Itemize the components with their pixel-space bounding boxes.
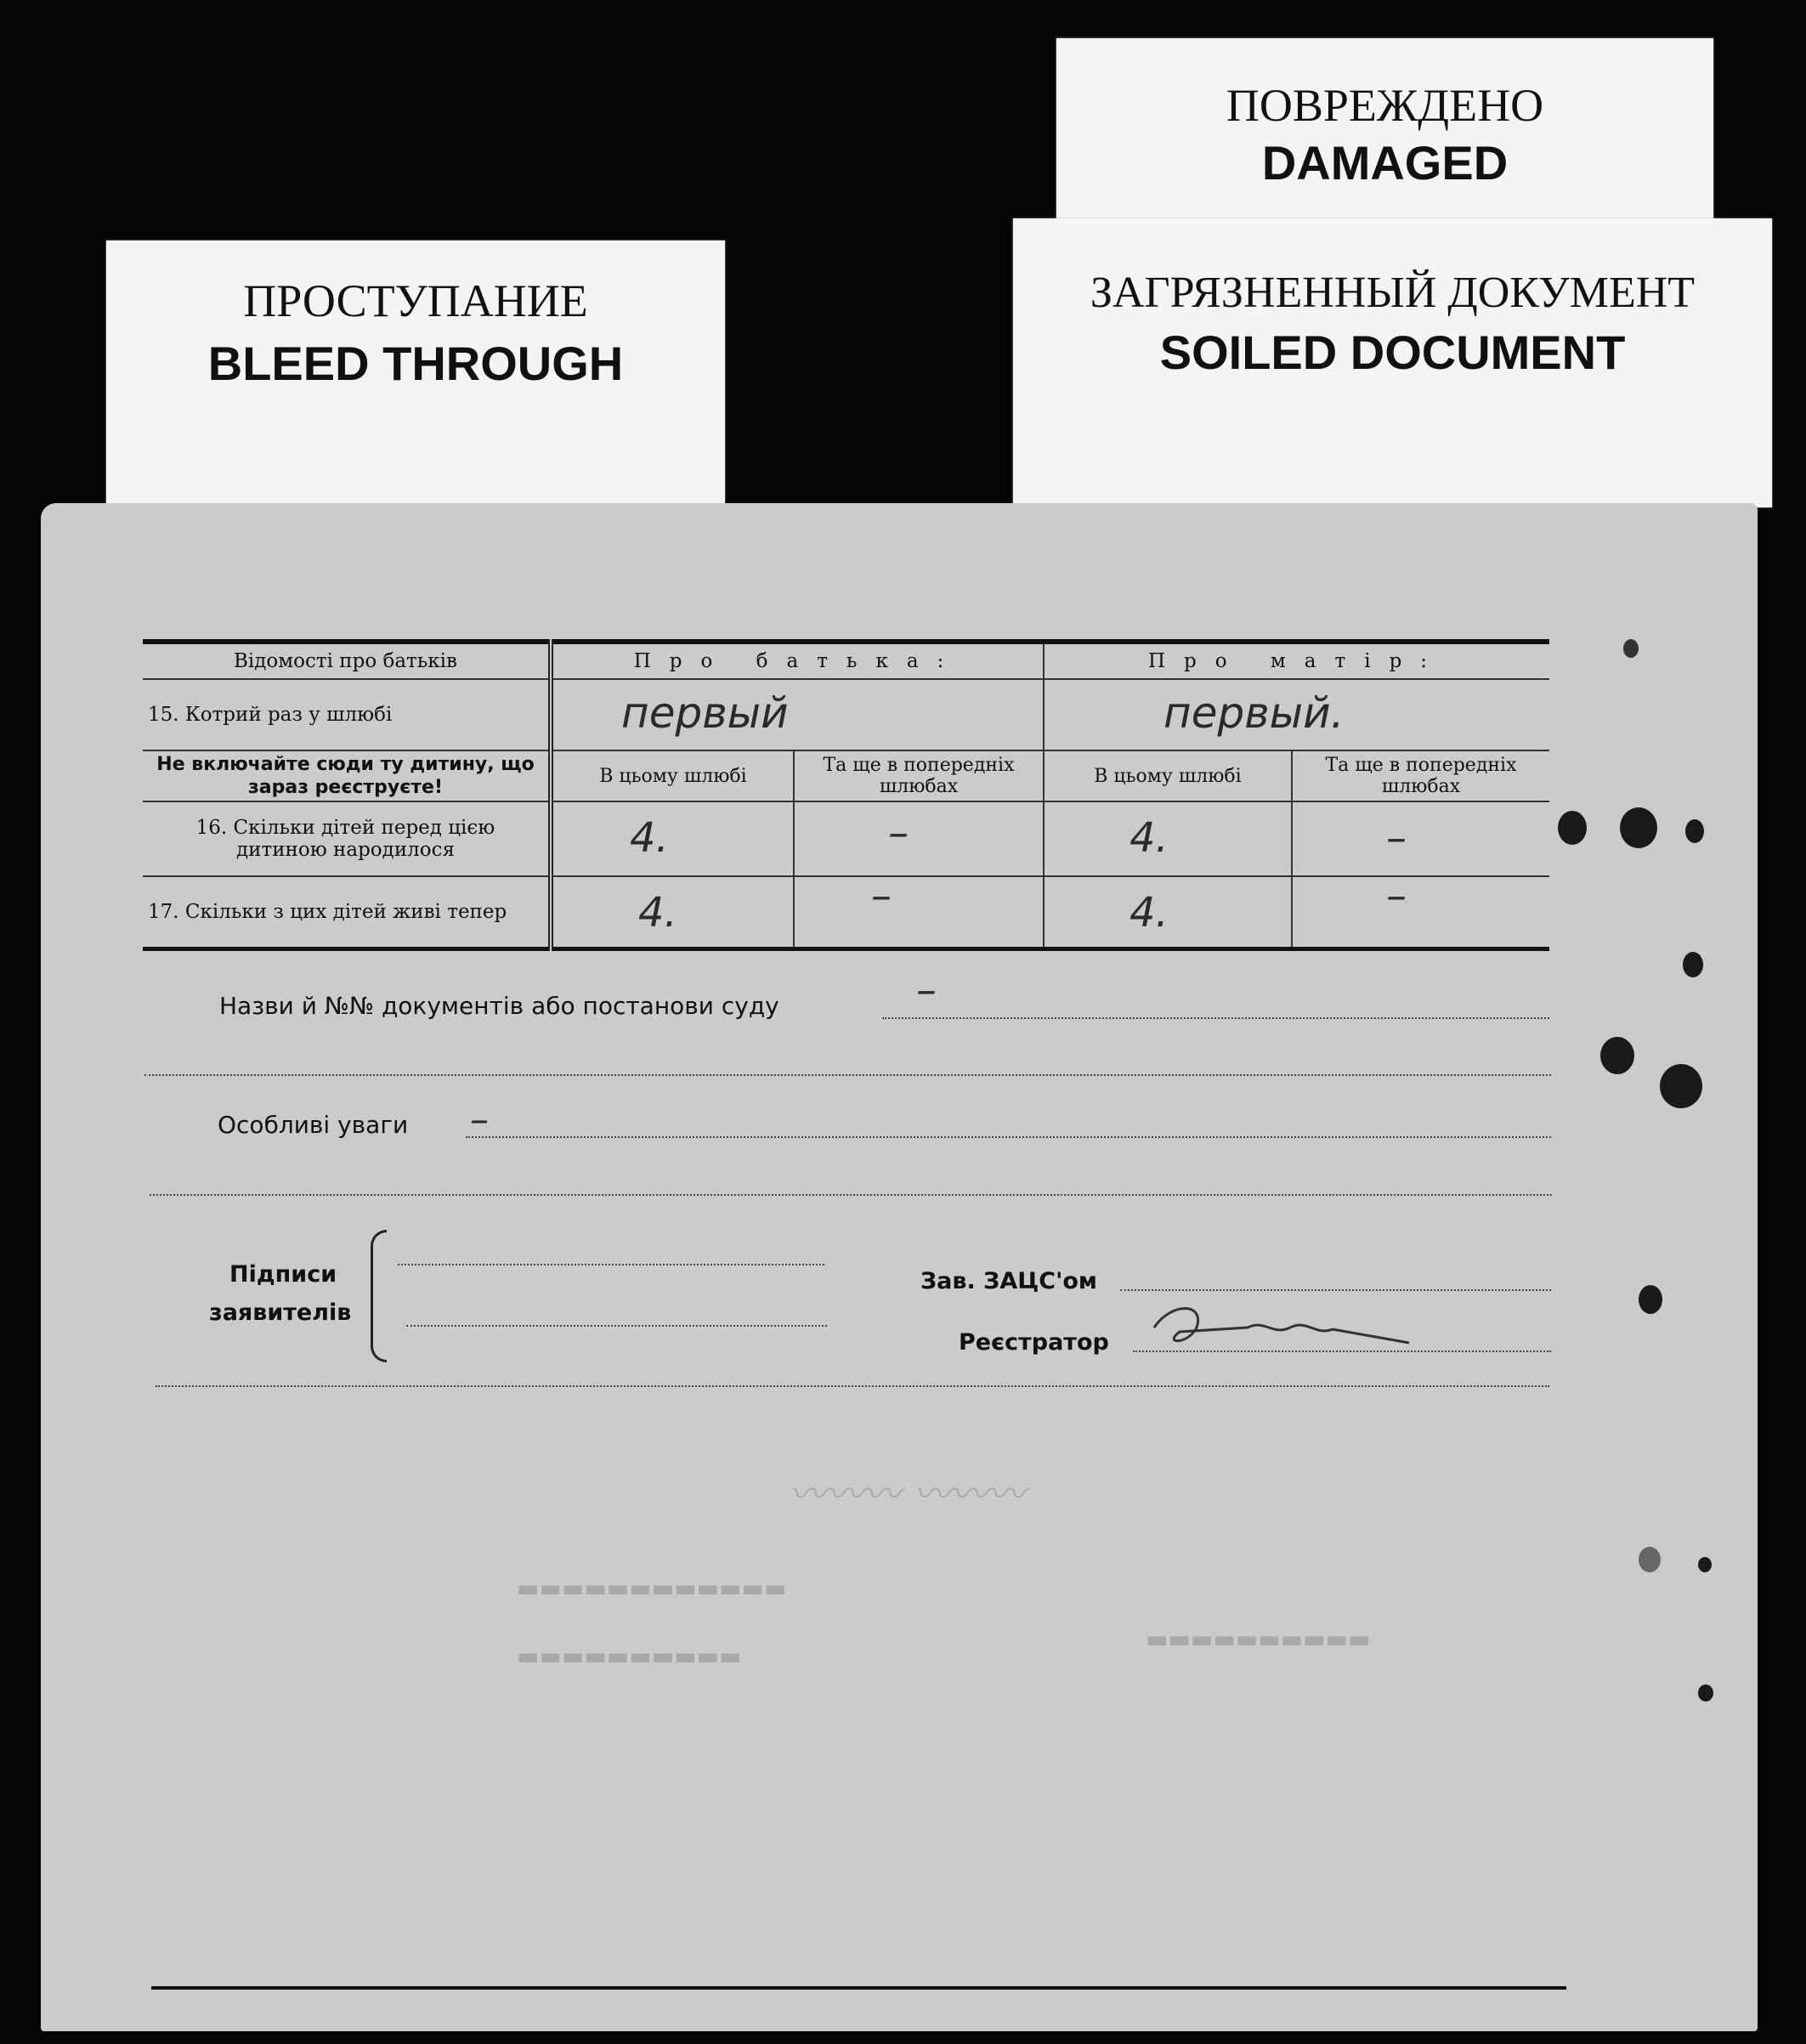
punch-hole	[1660, 1064, 1702, 1108]
applicants-signature-label-1: Підписи	[229, 1261, 337, 1288]
documents-line-2	[144, 1074, 1551, 1076]
signature-brace	[371, 1230, 387, 1362]
parents-info-table	[143, 639, 1549, 951]
documents-value: –	[916, 966, 937, 1014]
punch-hole	[1558, 811, 1587, 845]
note-label: Не включайте сюди ту дитину, що зараз реєструєте!	[143, 750, 551, 801]
header-father: Про батька:	[551, 642, 1044, 679]
row15-label: 15. Котрий раз у шлюбі	[143, 679, 551, 750]
bleed-through-mark: ▬▬▬▬▬▬▬▬▬▬	[517, 1642, 742, 1670]
row16-mother-this: 4.	[1044, 801, 1292, 876]
bleed-through-tag	[106, 241, 725, 521]
father-col-this: В цьому шлюбі	[551, 750, 794, 801]
row17-mother-prev: –	[1292, 876, 1549, 949]
document-sheet	[41, 503, 1758, 2031]
bleed-tag-en: BLEED THROUGH	[207, 337, 624, 390]
bleed-tag-ru: ПРОСТУПАНИЕ	[243, 275, 588, 326]
row16-father-prev: –	[794, 801, 1044, 876]
bleed-through-mark: 〰〰〰 〰〰〰	[789, 1473, 1025, 1516]
row15-father-value: первый	[621, 688, 789, 738]
header-mother: Про матір:	[1044, 642, 1549, 679]
applicant-signature-line-2	[406, 1325, 827, 1327]
header-label: Відомості про батьків	[143, 642, 551, 679]
remarks-value: –	[470, 1098, 489, 1141]
separator-line	[156, 1385, 1549, 1387]
row15-father-cell	[551, 679, 1044, 750]
bleed-through-mark: ▬▬▬▬▬▬▬▬▬▬	[1146, 1625, 1371, 1653]
remarks-line-2	[150, 1194, 1552, 1196]
applicants-signature-label-2: заявителів	[209, 1299, 352, 1326]
row17-father-prev: –	[794, 876, 1044, 949]
row15-mother-value: первый.	[1163, 688, 1345, 738]
row17-mother-this: 4.	[1044, 876, 1292, 949]
punch-hole	[1639, 1547, 1661, 1572]
punch-hole	[1623, 639, 1639, 658]
soiled-tag-ru: ЗАГРЯЗНЕННЫЙ ДОКУМЕНТ	[1090, 269, 1696, 317]
documents-label: Назви й №№ документів або постанови суду	[219, 992, 779, 1020]
soiled-tag-en: SOILED DOCUMENT	[1159, 326, 1626, 379]
row15-mother-cell	[1044, 679, 1549, 750]
punch-hole	[1685, 819, 1704, 843]
punch-hole	[1683, 952, 1703, 977]
row17-label: 17. Скільки з цих дітей живі тепер	[143, 876, 551, 949]
damaged-tag	[1056, 38, 1713, 234]
soiled-document-tag	[1013, 218, 1772, 507]
bottom-rule	[151, 1986, 1566, 1990]
row16-mother-prev: –	[1292, 801, 1549, 876]
row16-father-this: 4.	[551, 801, 794, 876]
father-col-prev: Та ще в попередніх шлюбах	[794, 750, 1044, 801]
bleed-through-mark: ▬▬▬▬▬▬▬▬▬▬▬▬	[517, 1574, 787, 1602]
mother-col-prev: Та ще в попередніх шлюбах	[1292, 750, 1549, 801]
punch-hole	[1698, 1557, 1712, 1572]
row16-label: 16. Скільки дітей перед цією дитиною народилося	[143, 801, 551, 876]
remarks-label: Особливі уваги	[218, 1111, 409, 1139]
applicant-signature-line-1	[398, 1264, 824, 1265]
head-zags-line	[1120, 1289, 1551, 1291]
punch-hole	[1639, 1285, 1662, 1314]
row17-father-this: 4.	[551, 876, 794, 949]
mother-col-this: В цьому шлюбі	[1044, 750, 1292, 801]
punch-hole	[1620, 807, 1657, 848]
damaged-tag-ru: ПОВРЕЖДЕНО	[1226, 80, 1544, 131]
punch-hole	[1698, 1684, 1713, 1701]
registrar-signature	[1146, 1294, 1418, 1362]
head-zags-label: Зав. ЗАЦС'ом	[920, 1268, 1097, 1294]
remarks-line	[466, 1136, 1551, 1138]
damaged-tag-en: DAMAGED	[1261, 136, 1509, 190]
punch-hole	[1600, 1037, 1634, 1074]
documents-line	[882, 1017, 1549, 1019]
registrar-label: Реєстратор	[959, 1329, 1109, 1356]
